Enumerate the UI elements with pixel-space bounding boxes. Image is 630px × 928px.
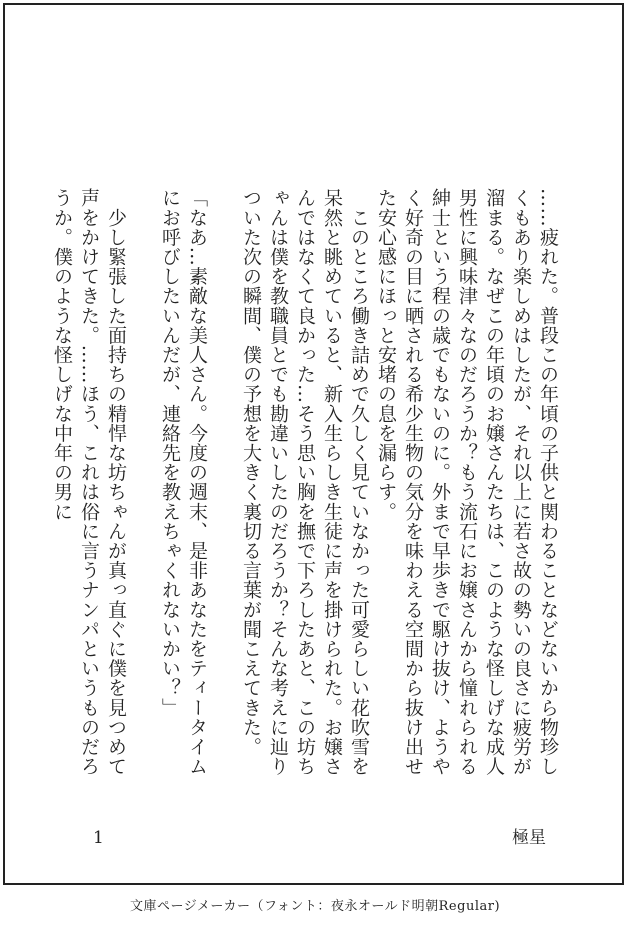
paragraph-1: ……疲れた。普段この年頃の子供と関わることなどないから物珍しくもあり楽しめはしたが、それ以上に若さ故の勢いの良さに疲労が溜まる。なぜこの年頃のお嬢さんたちは、このような怪しげな成人男性に興味津々なのだろうか？もう流石にお嬢さんから憧れられる紳士という程の歳でもないのに。外まで早歩きで駆け抜け、ようやく好奇の目に晒される希少生物の気分を味わえる空間から抜け出せた安心感にほっと安堵の息を漏らす。 <box>375 188 559 776</box>
paragraph-4: 少し緊張した面持ちの精悍な坊ちゃんが真っ直ぐに僕を見つめて声をかけてきた。……ほう、これは俗に言うナンパというものだろうか。僕のような怪しげな中年の男に <box>51 188 127 776</box>
paragraph-3-dialogue: 「なあ…素敵な美人さん。今度の週末、是非あなたをティータイムにお呼びしたいんだが、連絡先を教えちゃくれないかい？」 <box>159 188 208 776</box>
author-name: 極星 <box>512 828 546 848</box>
book-page <box>3 3 624 885</box>
page-number: 1 <box>93 828 104 848</box>
generator-caption: 文庫ページメーカー（フォント：夜永オールド明朝Regular) <box>129 899 501 914</box>
paragraph-2: このところ働き詰めで久しく見ていなかった可愛らしい花吹雪を呆然と眺めていると、新入生らしき生徒に声を掛けられた。お嬢さんではなくて良かった…そう思い胸を撫で下ろしたあと、この坊ちゃんは僕を教職員とでも勘違いしたのだろうか？そんな考えに辿りついた次の瞬間、僕の予想を大きく裏切る言葉が聞こえてきた。 <box>240 188 370 776</box>
vertical-body-text <box>51 188 561 788</box>
